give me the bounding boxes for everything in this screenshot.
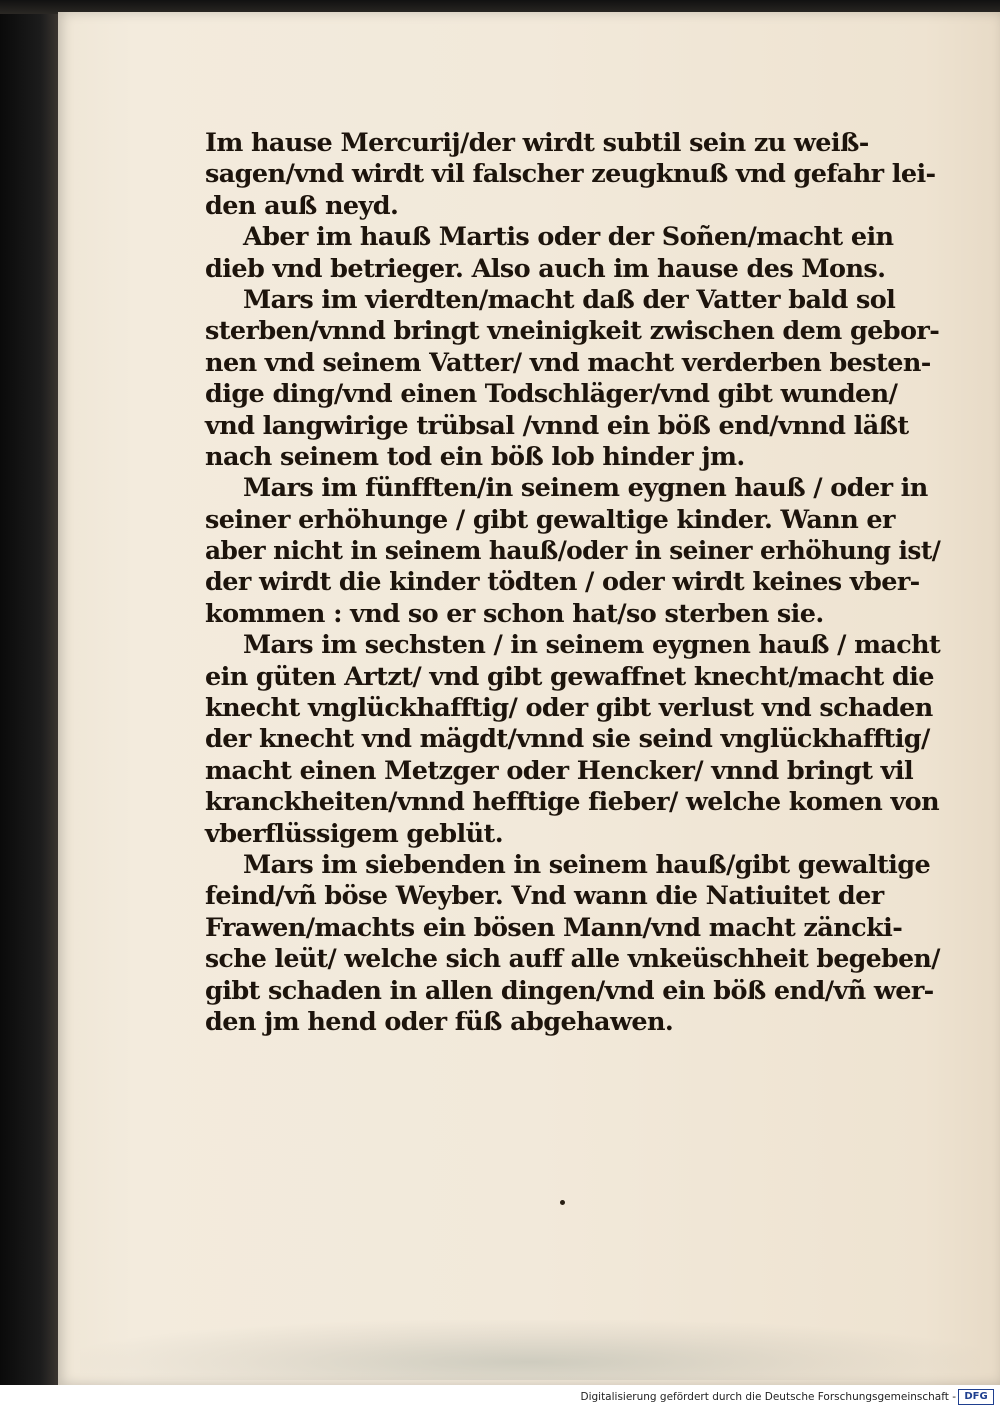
text-line: Frawen/machts ein bösen Mann/vnd macht zäncki-	[205, 912, 903, 943]
text-line	[205, 630, 940, 661]
text-line: sterben/vnnd bringt vneinigkeit zwischen dem gebor-	[205, 316, 940, 347]
text-line: kommen : vnd so er schon hat/so sterben sie.	[205, 598, 824, 629]
text-line: gibt schaden in allen dingen/vnd ein böß end/vñ wer-	[205, 975, 934, 1006]
page-stain	[80, 1320, 980, 1380]
text-line: der knecht vnd mägdt/vnnd sie seind vnglückhafftig/	[205, 724, 930, 755]
text-line: dieb vnd betrieger. Also auch im hause des Mons.	[205, 253, 886, 284]
page-text	[205, 128, 940, 1038]
text-line: Im hause Mercurij/der wirdt subtil sein zu weiß-	[205, 128, 869, 158]
text-line: den auß neyd.	[205, 190, 399, 221]
text-line	[205, 536, 940, 567]
dfg-logo: DFG	[958, 1389, 994, 1405]
text-line: Aber im hauß Martis oder der Soñen/macht ein	[243, 222, 894, 253]
text-line	[205, 944, 940, 975]
text-line-content: sche leüt/ welche sich auff alle vnkeüschheit begeben/	[205, 944, 940, 975]
text-line: nach seinem tod ein böß lob hinder jm.	[205, 441, 745, 472]
text-line-content: Mars im sechsten / in seinem eygnen hauß / macht	[243, 630, 941, 661]
text-line: Mars im vierdten/macht daß der Vatter bald sol	[243, 284, 896, 315]
text-line: dige ding/vnd einen Todschläger/vnd gibt wunden/	[205, 379, 898, 410]
text-line: ein güten Artzt/ vnd gibt gewaffnet knecht/macht die	[205, 661, 934, 692]
ink-dot	[560, 1200, 565, 1205]
text-line: kranckheiten/vnnd hefftige fieber/ welche komen von	[205, 787, 940, 818]
text-line: nen vnd seinem Vatter/ vnd macht verderben besten-	[205, 347, 931, 378]
footer-credit: Digitalisierung gefördert durch die Deutsche Forschungsgemeinschaft -	[580, 1391, 956, 1403]
text-line: sagen/vnd wirdt vil falscher zeugknuß vnd gefahr lei-	[205, 159, 936, 190]
text-line: vnd langwirige trübsal /vnnd ein böß end/vnnd läßt	[205, 410, 909, 441]
text-line: der wirdt die kinder tödten / oder wirdt keines vber-	[205, 567, 920, 598]
text-line: knecht vnglückhafftig/ oder gibt verlust vnd schaden	[205, 693, 933, 724]
text-line: macht einen Metzger oder Hencker/ vnnd bringt vil	[205, 755, 914, 786]
text-line: Mars im siebenden in seinem hauß/gibt gewaltige	[243, 849, 931, 880]
text-line: feind/vñ böse Weyber. Vnd wann die Natiuitet der	[205, 881, 884, 912]
text-line: Mars im fünfften/in seinem eygnen hauß / oder in	[243, 473, 928, 504]
text-line: den jm hend oder füß abgehawen.	[205, 1006, 674, 1037]
scan-dark-margin	[0, 0, 58, 1385]
text-line: vberflüssigem geblüt.	[205, 818, 503, 849]
text-line: seiner erhöhunge / gibt gewaltige kinder. Wann er	[205, 504, 895, 535]
text-line-content: aber nicht in seinem hauß/oder in seiner erhöhung ist/	[205, 536, 941, 567]
